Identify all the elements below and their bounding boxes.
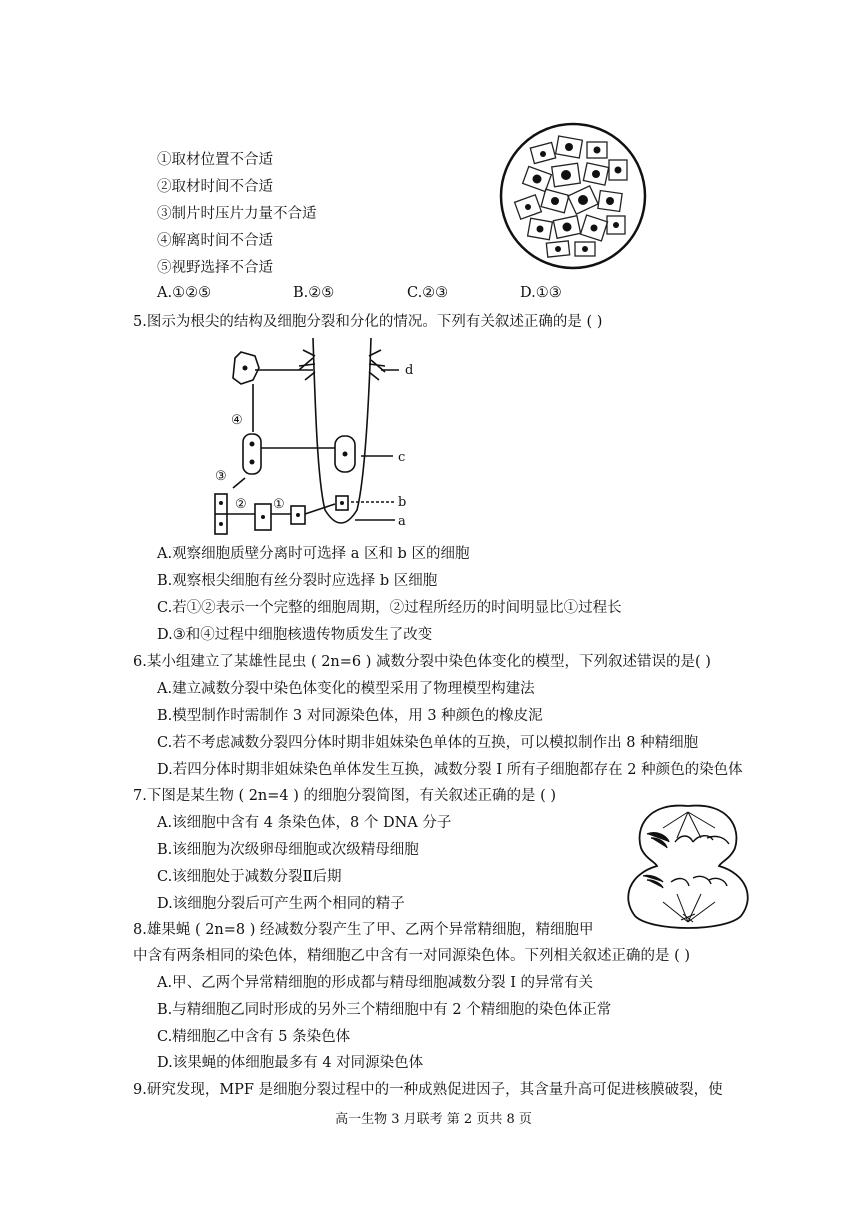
q8-option-d: D.该果蝇的体细胞最多有 4 对同源染色体	[157, 1055, 424, 1071]
label-step-3: ③	[215, 469, 227, 484]
q5-option-b: B.观察根尖细胞有丝分裂时应选择 b 区细胞	[157, 573, 438, 589]
q5-option-c: C.若①②表示一个完整的细胞周期，②过程所经历的时间明显比①过程长	[157, 600, 622, 616]
q4-item-1: ①取材位置不合适	[157, 152, 273, 168]
label-step-2: ②	[235, 497, 247, 512]
q4-item-3: ③制片时压片力量不合适	[157, 206, 317, 222]
q5-option-a: A.观察细胞质壁分离时可选择 a 区和 b 区的细胞	[157, 546, 470, 562]
q6-option-d: D.若四分体时期非姐妹染色单体发生互换，减数分裂 I 所有子细胞都存在 2 种颜色的染色体	[157, 762, 743, 778]
q6-option-c: C.若不考虑减数分裂四分体时期非姐妹染色单体的互换，可以模拟制作出 8 种精细胞	[157, 735, 699, 751]
q7-option-c: C.该细胞处于减数分裂Ⅱ后期	[157, 869, 342, 885]
page-footer: 高一生物 3 月联考 第 2 页共 8 页	[335, 1112, 532, 1127]
label-step-4: ④	[231, 413, 243, 428]
label-d: d	[405, 363, 414, 378]
q8-stem-line1: 8.雄果蝇 ( 2n=8 ) 经减数分裂产生了甲、乙两个异常精细胞，精细胞甲	[133, 922, 594, 938]
label-c: c	[398, 450, 406, 465]
q7-stem: 7.下图是某生物 ( 2n=4 ) 的细胞分裂简图，有关叙述正确的是 ( )	[133, 788, 557, 804]
q4-answer-c: C.②③	[407, 285, 449, 301]
q8-option-c: C.精细胞乙中含有 5 条染色体	[157, 1029, 351, 1045]
root-tip-diagram	[205, 338, 425, 538]
q6-stem: 6.某小组建立了某雄性昆虫 ( 2n=6 ) 减数分裂中染色体变化的模型，下列叙述错误的是( )	[133, 654, 711, 670]
q4-item-2: ②取材时间不合适	[157, 179, 273, 195]
label-step-1: ①	[273, 497, 285, 512]
cell-division-figure	[617, 798, 759, 934]
q4-item-4: ④解离时间不合适	[157, 233, 273, 249]
q8-stem-line2: 中含有两条相同的染色体，精细胞乙中含有一对同源染色体。下列相关叙述正确的是 ( )	[133, 948, 691, 964]
label-a: a	[398, 514, 406, 529]
q8-option-a: A.甲、乙两个异常精细胞的形成都与精母细胞减数分裂 I 的异常有关	[157, 975, 594, 991]
q9-stem: 9.研究发现，MPF 是细胞分裂过程中的一种成熟促进因子，其含量升高可促进核膜破裂，使	[133, 1082, 723, 1098]
q7-option-a: A.该细胞中含有 4 条染色体，8 个 DNA 分子	[157, 815, 452, 831]
q7-option-b: B.该细胞为次级卵母细胞或次级精母细胞	[157, 842, 419, 858]
q4-answer-d: D.①③	[520, 285, 562, 301]
q8-option-b: B.与精细胞乙同时形成的另外三个精细胞中有 2 个精细胞的染色体正常	[157, 1002, 612, 1018]
label-b: b	[398, 495, 407, 510]
q5-stem: 5.图示为根尖的结构及细胞分裂和分化的情况。下列有关叙述正确的是 ( )	[133, 314, 603, 330]
q6-option-a: A.建立减数分裂中染色体变化的模型采用了物理模型构建法	[157, 681, 535, 697]
q4-answer-b: B.②⑤	[293, 285, 335, 301]
q7-option-d: D.该细胞分裂后可产生两个相同的精子	[157, 896, 405, 912]
q6-option-b: B.模型制作时需制作 3 对同源染色体，用 3 种颜色的橡皮泥	[157, 708, 543, 724]
q5-option-d: D.③和④过程中细胞核遗传物质发生了改变	[157, 627, 433, 643]
q4-item-5: ⑤视野选择不合适	[157, 260, 273, 276]
q4-answer-a: A.①②⑤	[157, 285, 212, 301]
microscope-field-figure	[497, 120, 649, 272]
